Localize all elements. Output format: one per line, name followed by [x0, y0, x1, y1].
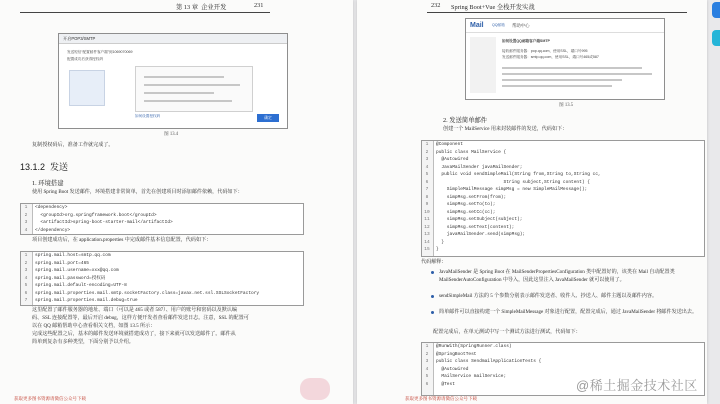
code-line: public class SendmailApplicationTests {: [436, 359, 542, 364]
code-line: spring.mail.properties.mail.smtp.socketFactory.class=javax.net.ssl.SSLSocketFactory: [35, 290, 260, 296]
para-line: 这里配置了邮件服务器的地址、端口（可以是 465 或者 587）、用户的账号和密码以及默认编: [32, 307, 238, 313]
bullet-3: 简单邮件可以直接构建一个 SimpleMailMessage 对象进行配置，配置完成后，通过 JavaMailSender 将邮件发送出去。: [439, 309, 698, 315]
figure-13-5-screenshot: [465, 18, 665, 100]
header-page-number: 231: [254, 2, 264, 9]
section-title: 发送: [50, 162, 69, 172]
subsection-heading: 2. 发送简单邮件: [443, 117, 488, 124]
section-heading: [20, 160, 68, 173]
para-env-setup: 使用 Spring Boot 发送邮件，环境搭建非常简单，首先在创建项目时添加邮件依赖，代码如下：: [32, 189, 243, 195]
code-line: JavaMailSender javaMailSender;: [436, 164, 523, 170]
bullet-2: sendSimpleMail 方法的 5 个参数分别表示邮件发送者、收件人、抄送人、邮件主题以及邮件内容。: [439, 293, 658, 299]
right-header-title: Spring Boot+Vue 全栈开发实战: [451, 4, 535, 11]
para-line: 完成这些配置之后，基本的邮件发送环境就搭建成功了，接下来就可以发送邮件了。邮件从: [32, 331, 236, 337]
para-explanation: [32, 306, 308, 346]
sms-panel: [135, 66, 253, 112]
code-line: <dependency>: [35, 205, 68, 210]
code-line: String subject,String content) {: [436, 179, 590, 185]
qq-mail-brand: QQ邮箱: [492, 23, 505, 27]
header-rule: [427, 12, 687, 13]
phone-illustration: [69, 70, 105, 106]
right-page: [357, 0, 707, 404]
code-line: spring.mail.default-encoding=UTF-8: [35, 283, 127, 288]
left-footer: 获取更多图书资源请微信公众号下载: [14, 396, 86, 401]
right-header-page-number: 232: [431, 2, 441, 9]
header-rule: [20, 12, 270, 13]
code-line: spring.mail.port=465: [35, 260, 90, 266]
text-after-figure: 复制授权码后，准备工作就完成了。: [32, 142, 114, 148]
section-number: 13.1.2: [20, 162, 46, 172]
cloud-app-icon[interactable]: [712, 30, 720, 46]
dialog-title: 开启POP3/SMTP: [59, 34, 287, 44]
figure-13-4-screenshot: [58, 33, 288, 129]
header-chapter-title: 企业开发: [201, 4, 227, 11]
bullet-dot: [431, 271, 434, 274]
figure-13-5-caption: 图 13.5: [559, 103, 574, 108]
code-line: spring.mail.properties.mail.debug=true: [35, 298, 138, 303]
right-footer: 获取更多图书资源请微信公众号下载: [405, 396, 477, 401]
para-config: 项目创建成功后，在 application.properties 中完成邮件基本信息配置，代码如下：: [32, 237, 212, 243]
para-intro: 创建一个 MailService 用来封装邮件的发送，代码如下：: [443, 126, 568, 132]
help-row-smtp: 发送邮件服务器：smtp.qq.com，使用SSL，端口号465或587: [502, 55, 599, 59]
code-line: }: [436, 239, 445, 245]
dialog-hint-link[interactable]: 如何设置授权码: [135, 114, 161, 118]
para-test: 配置完成后，在单元测试中写一个测试方法进行测试，代码如下：: [433, 329, 581, 335]
bullet-dot: [431, 311, 434, 314]
code-line: <artifactId>spring-boot-starter-mail</artifactId>: [35, 220, 173, 225]
code-line: MailService mailService;: [436, 374, 507, 379]
code-block-properties: 1 spring.mail.host=smtp.qq.com 2 spring.mail.port=465 3 spring.mail.username=xxx@qq.com 4 spring.mail.password=授权码 5 spring.mail.default-encoding=UTF-8 6 spring.mail.properties.mail.smtp.socketFactory.class=javax.net.ssl.SSLSocketFactory 7 spring.mail.properties.mail.debug=true: [20, 251, 304, 306]
code-line: simpMsg.setTo(to);: [436, 202, 496, 207]
help-row-pop: 接收邮件服务器：pop.qq.com，使用SSL，端口号995: [502, 49, 588, 53]
mail-logo: Mail: [470, 22, 484, 29]
code-block-test: 1 @RunWith(SpringRunner.class) 2 @SpringBootTest 3 public class SendmailApplicationTests { 4 @Autowired 5 MailService mailService; 6 @Test: [421, 342, 705, 396]
translate-app-icon[interactable]: [712, 2, 720, 18]
dialog-line2: 配置成功后获得授权码: [67, 57, 103, 61]
bullet-dot: [431, 295, 434, 298]
code-line: simpMsg.setSubject(subject);: [436, 217, 523, 222]
para-line: 以在 QQ 邮箱帮助中心查看相关文档，如图 13.5 所示：: [32, 323, 156, 329]
code-line: simpMsg.setCc(cc);: [436, 209, 496, 215]
dialog-confirm-button[interactable]: 确定: [257, 114, 279, 122]
code-line: @Test: [436, 381, 455, 387]
code-line: spring.mail.username=xxx@qq.com: [35, 268, 119, 273]
code-line: }: [436, 247, 439, 252]
figure-13-4-caption: 图 13.4: [164, 132, 179, 137]
dialog-line1: 发送短信“配置邮件客户端”到1069070069: [67, 50, 133, 54]
code-line: @Component: [436, 142, 464, 147]
code-line: public class MailService {: [436, 149, 507, 155]
help-article-heading: 如何设置QQ邮箱客户端SMTP: [502, 39, 550, 43]
header-chapter: 第 13 章: [176, 4, 199, 11]
code-line: spring.mail.host=smtp.qq.com: [35, 253, 111, 258]
code-line: javaMailSender.send(simpMsg);: [436, 232, 526, 237]
left-page: [0, 0, 353, 404]
code-line: <groupId>org.springframework.boot</groupId>: [35, 212, 157, 218]
code-line: SimpleMailMessage simpMsg = new SimpleMailMessage();: [436, 187, 588, 192]
left-header: [176, 2, 226, 11]
code-line: simpMsg.setFrom(from);: [436, 194, 507, 200]
help-sidebar: [470, 37, 496, 93]
code-block-mailservice: 1 @Component 2 public class MailService { 3 @Autowired 4 JavaMailSender javaMailSender; 5 public void sendSimpleMail(String from,String to,String cc, 6 String subject,String content) { 7 SimpleMailMessage simpMsg = new SimpleMailMessage(); 8 simpMsg.setFrom(from); 9 simpMsg.setTo(to); 10 simpMsg.setCc(cc); 11 simpMsg.setSubject(subject); 12 simpMsg.setText(content); 13 javaMailSender.send(simpMsg); 14 } 15 }: [421, 140, 705, 257]
code-line: </dependency>: [35, 227, 71, 233]
code-line: @Autowired: [436, 157, 469, 162]
code-line: @Autowired: [436, 366, 469, 372]
watermark: @稀土掘金技术社区: [576, 378, 698, 393]
code-line: @SpringBootTest: [436, 351, 477, 357]
subsection-heading: 1. 环境搭建: [32, 180, 64, 187]
para-line: 码、SSL 连接配置等，最后开启 debug，这样方便开发者查看邮件发送日志。注意，SSL 的配置可: [32, 315, 249, 321]
code-line: public void sendSimpleMail(String from,String to,String cc,: [436, 172, 601, 177]
code-line: simpMsg.setText(content);: [436, 224, 515, 230]
code-line: @RunWith(SpringRunner.class): [436, 344, 512, 349]
code-block-dependency: 1 <dependency> 2 <groupId>org.springframework.boot</groupId> 3 <artifactId>spring-boot-starter-mail</artifactId> 4 </dependency>: [20, 203, 304, 235]
bullet-1: JavaMailSender 是 Spring Boot 在 MailSenderPropertiesConfiguration 类中配置好的，该类在 Mail 自动配置类 MailSenderAutoConfiguration 中导入，因此这里注入 JavaMailSender 就可以使用了。: [439, 269, 675, 283]
help-center-title: 帮助中心: [512, 23, 530, 28]
mascot-illustration: [300, 378, 330, 400]
code-explain-label: 代码解释：: [421, 259, 447, 265]
para-line: 简单到复杂有多种类型，下面分别予以介绍。: [32, 339, 134, 345]
code-line: spring.mail.password=授权码: [35, 275, 106, 281]
